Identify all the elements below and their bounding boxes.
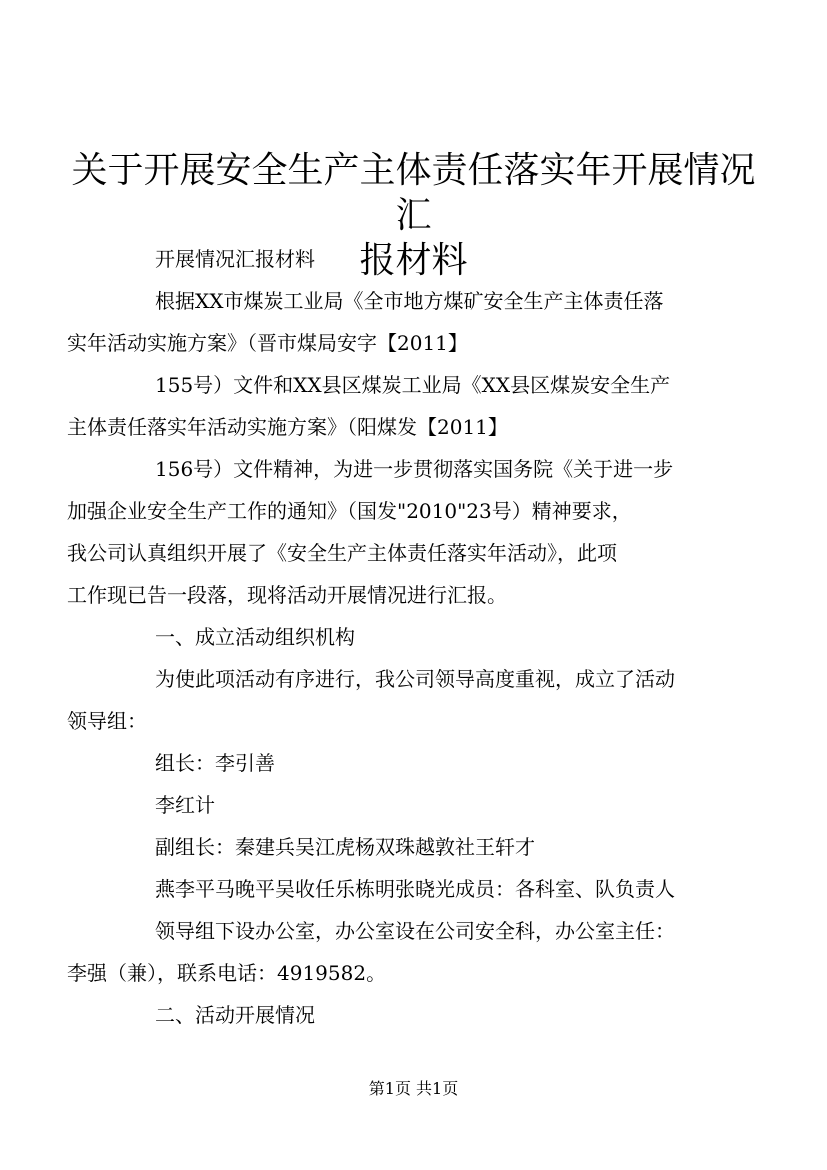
paragraph-line: 领导组下设办公室，办公室设在公司安全科，办公室主任： [155,919,675,943]
paragraph-line: 组长：李引善 [155,751,275,775]
paragraph [111,868,737,910]
paragraph-line: 根据XX市煤炭工业局《全市地方煤矿安全生产主体责任落 [155,289,664,313]
paragraph-line: 二、活动开展情况 [155,1003,315,1027]
paragraph-line: 156号）文件精神，为进一步贯彻落实国务院《关于进一步 [155,457,674,481]
paragraph-line: 我公司认真组织开展了《安全生产主体责任落实年活动》，此项 [67,541,617,565]
paragraph [67,280,737,364]
paragraph [111,994,737,1036]
paragraph-line: 李强（兼），联系电话：4919582。 [67,961,387,985]
paragraph [111,784,737,826]
paragraph-line: 开展情况汇报材料 [155,247,315,271]
paragraph [111,742,737,784]
document-body [67,238,737,1036]
paragraph-line: 工作现已告一段落，现将活动开展情况进行汇报。 [67,583,507,607]
paragraph-line: 为使此项活动有序进行，我公司领导高度重视，成立了活动 [155,667,675,691]
page-footer: 第1页 共1页 [368,1079,459,1098]
paragraph [111,616,737,658]
paragraph-line: 燕李平马晚平吴收任乐栋明张晓光成员：各科室、队负责人 [155,877,675,901]
paragraph-line: 一、成立活动组织机构 [155,625,355,649]
paragraph [67,910,737,994]
paragraph [67,364,737,448]
paragraph [111,826,737,868]
paragraph-line: 领导组： [67,709,147,733]
paragraph-line: 155号）文件和XX县区煤炭工业局《XX县区煤炭安全生产 [155,373,671,397]
paragraph [111,238,737,280]
paragraph [67,448,737,616]
paragraph-line: 实年活动实施方案》（晋市煤局安字【2011】 [67,331,468,355]
title-line-2: 报材料 [359,240,468,281]
paragraph-line: 主体责任落实年活动实施方案》（阳煤发【2011】 [67,415,508,439]
paragraph-line: 李红计 [155,793,215,817]
paragraph [67,658,737,742]
paragraph-line: 副组长：秦建兵吴江虎杨双珠越敦社王轩才 [155,835,535,859]
title-line-1: 关于开展安全生产主体责任落实年开展情况汇 [71,150,756,236]
paragraph-line: 加强企业安全生产工作的通知》（国发"2010"23号）精神要求， [67,499,632,523]
